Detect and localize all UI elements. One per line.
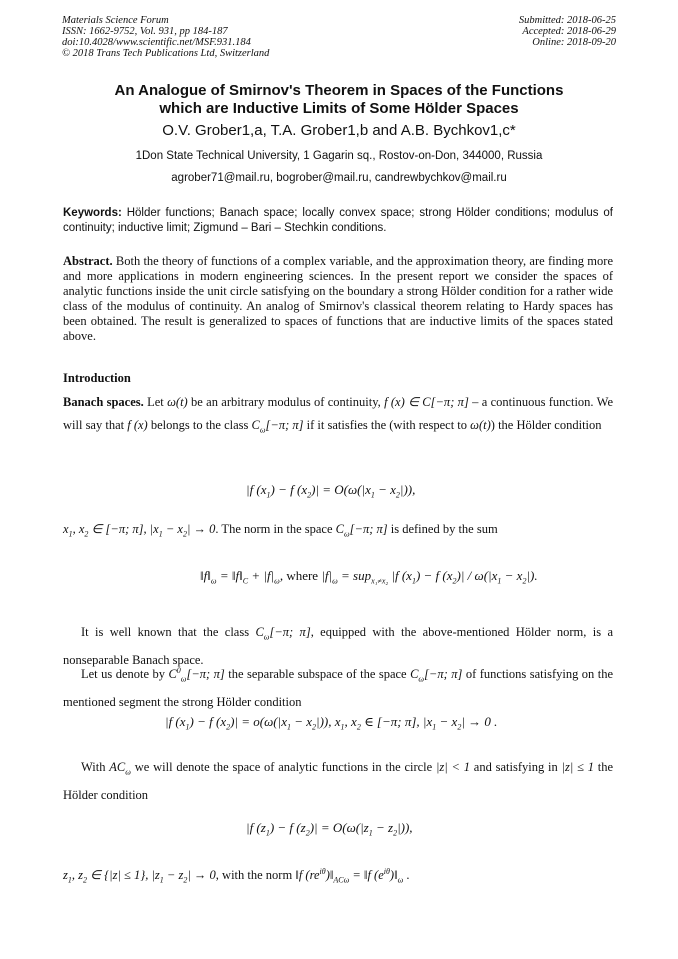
journal-copyright: © 2018 Trans Tech Publications Ltd, Switzerland bbox=[62, 48, 270, 59]
journal-info bbox=[62, 15, 269, 59]
authors: O.V. Grober1,a, T.A. Grober1,b and A.B. Bychkov1,c* bbox=[162, 122, 516, 139]
journal-doi: doi:10.4028/www.scientific.net/MSF.931.184 bbox=[62, 37, 251, 48]
text: the Hölder condition bbox=[63, 760, 614, 802]
affiliation: 1Don State Technical University, 1 Gagarin sq., Rostov-on-Don, 344000, Russia bbox=[135, 150, 543, 162]
text: if it satisfies the (with respect to bbox=[306, 418, 468, 432]
text: where bbox=[286, 568, 319, 583]
section-heading-introduction: Introduction bbox=[63, 371, 131, 385]
text: Let us denote by bbox=[81, 667, 165, 682]
text: we will denote the space of analytic functions in the circle bbox=[134, 760, 433, 774]
text: , with the norm bbox=[215, 868, 293, 883]
text: the separable subspace of the space bbox=[228, 667, 407, 682]
emails: agrober71@mail.ru, bogrober@mail.ru, candrewbychkov@mail.ru bbox=[171, 172, 507, 184]
journal-issn: ISSN: 1662-9752, Vol. 931, pp 184-187 bbox=[62, 26, 228, 37]
title-line-2: which are Inductive Limits of Some Hölder Spaces bbox=[159, 100, 519, 117]
abstract-text: Both the theory of functions of a complex variable, and the approximation theory, are finding more and more applications in modern engineering sciences. In the present report we consider the spaces of analytic functions inside the unit circle satisfying on the boundary a strong Hölder condition for a rather wide class of the modulus of continuity. An analog of Smirnov's classical theorem relating to Hardy spaces has been obtained. The result is generalized to spaces of functions that are inductive limits of the spaces stated above. bbox=[63, 254, 613, 343]
paragraph-norm: $x_1$, $x_2$ ∈ [−π; π], $|x_1 - x_2| \to 0$. The norm in the space $C_\omega[-\pi$; π] is defined by the sum bbox=[63, 522, 498, 539]
paragraph-banach: Banach spaces. Let ω(t) be an arbitrary modulus of continuity, f (x) ∈ C[−π; π] – a continuous function. We will say that f (x) belongs to the class $C_\omega[-\pi$; π] if it satisfies the (with respect to ω(t)) the Hölder condition bbox=[63, 395, 613, 435]
keywords bbox=[63, 206, 613, 236]
formula-strong-holder: |f $(x_1) - f$ $(x_2)| = o(\omega(|x_1 - x_2|))$, $x_1$, $x_2$ ∈ [−π; π], $|x_1 - x_2| \to 0$ . bbox=[165, 714, 498, 732]
text: Let bbox=[147, 395, 164, 409]
formula-norm: $‖f‖_\omega$ = $‖f‖_C + |f|_\omega$, where $|f|_\omega = sup_{x_1\ne x_2}$ |f $(x_1) - f$ $(x_2)| / \omega(|x_1 - x_2|)$. bbox=[200, 568, 538, 586]
text: ) the Hölder condition bbox=[490, 418, 602, 432]
title-line-1: An Analogue of Smirnov's Theorem in Spaces of the Functions bbox=[114, 82, 564, 99]
abstract bbox=[63, 254, 613, 344]
text: It is well known that the class bbox=[81, 625, 250, 639]
text: With bbox=[81, 760, 106, 774]
abstract-label: Abstract. bbox=[63, 254, 113, 268]
text: is defined by the sum bbox=[390, 522, 498, 536]
text: , equipped with the above-mentioned Hölder norm, is a nonseparable Banach space. bbox=[63, 625, 613, 667]
paragraph-analytic: With $AC_\omega$ we will denote the space of analytic functions in the circle |z| < 1 and satisfying in |z| ≤ 1 the Hölder condition bbox=[63, 760, 614, 802]
text: – a continuous function. We will say that bbox=[63, 395, 613, 432]
journal-name: Materials Science Forum bbox=[62, 15, 169, 26]
paragraph-nonseparable: It is well known that the class $C_\omega[-\pi$; π], equipped with the above-mentioned Hölder norm, is a nonseparable Banach space. bbox=[63, 625, 613, 667]
text: . The norm in the space bbox=[215, 522, 333, 536]
paragraph-analytic-norm: $z_1$, $z_2$ ∈ {|z| ≤ 1}, $|z_1 - z_2| \to 0$, with the norm ‖f $(re^{i\theta})‖_{AC\omega}$ = ‖f $(e^{i\theta})‖_\omega$ . bbox=[63, 867, 410, 885]
paper-title bbox=[60, 82, 618, 118]
submitted-date: Submitted: 2018-06-25 bbox=[518, 15, 616, 26]
accepted-date: Accepted: 2018-06-29 bbox=[522, 26, 616, 37]
keywords-label: Keywords: bbox=[63, 207, 122, 219]
keywords-text: Hölder functions; Banach space; locally convex space; strong Hölder conditions; modulus of continuity; inductive limit; Zigmund – Bari – Stechkin conditions. bbox=[63, 207, 613, 234]
text: be an arbitrary modulus of continuity, bbox=[191, 395, 381, 409]
text: of functions satisfying on the mentioned segment the strong Hölder condition bbox=[63, 667, 614, 709]
text: belongs to the class bbox=[150, 418, 249, 432]
paragraph-separable: Let us denote by $C^0_\omega[-\pi$; π] the separable subspace of the space $C_\omega[-\pi$; π] of functions satisfying on the mentioned segment the strong Hölder condition bbox=[63, 666, 614, 709]
text: and satisfying in bbox=[473, 760, 558, 774]
formula-holder-condition: |f $(x_1) - f$ $(x_2)| = O(\omega(|x_1 - x_2|))$, bbox=[246, 482, 416, 500]
submission-dates bbox=[519, 15, 616, 48]
online-date: Online: 2018-09-20 bbox=[532, 37, 616, 48]
formula-analytic-holder: |f $(z_1) - f$ $(z_2)| = O(\omega(|z_1 - z_2|))$, bbox=[246, 820, 413, 838]
banach-label: Banach spaces. bbox=[63, 395, 144, 409]
